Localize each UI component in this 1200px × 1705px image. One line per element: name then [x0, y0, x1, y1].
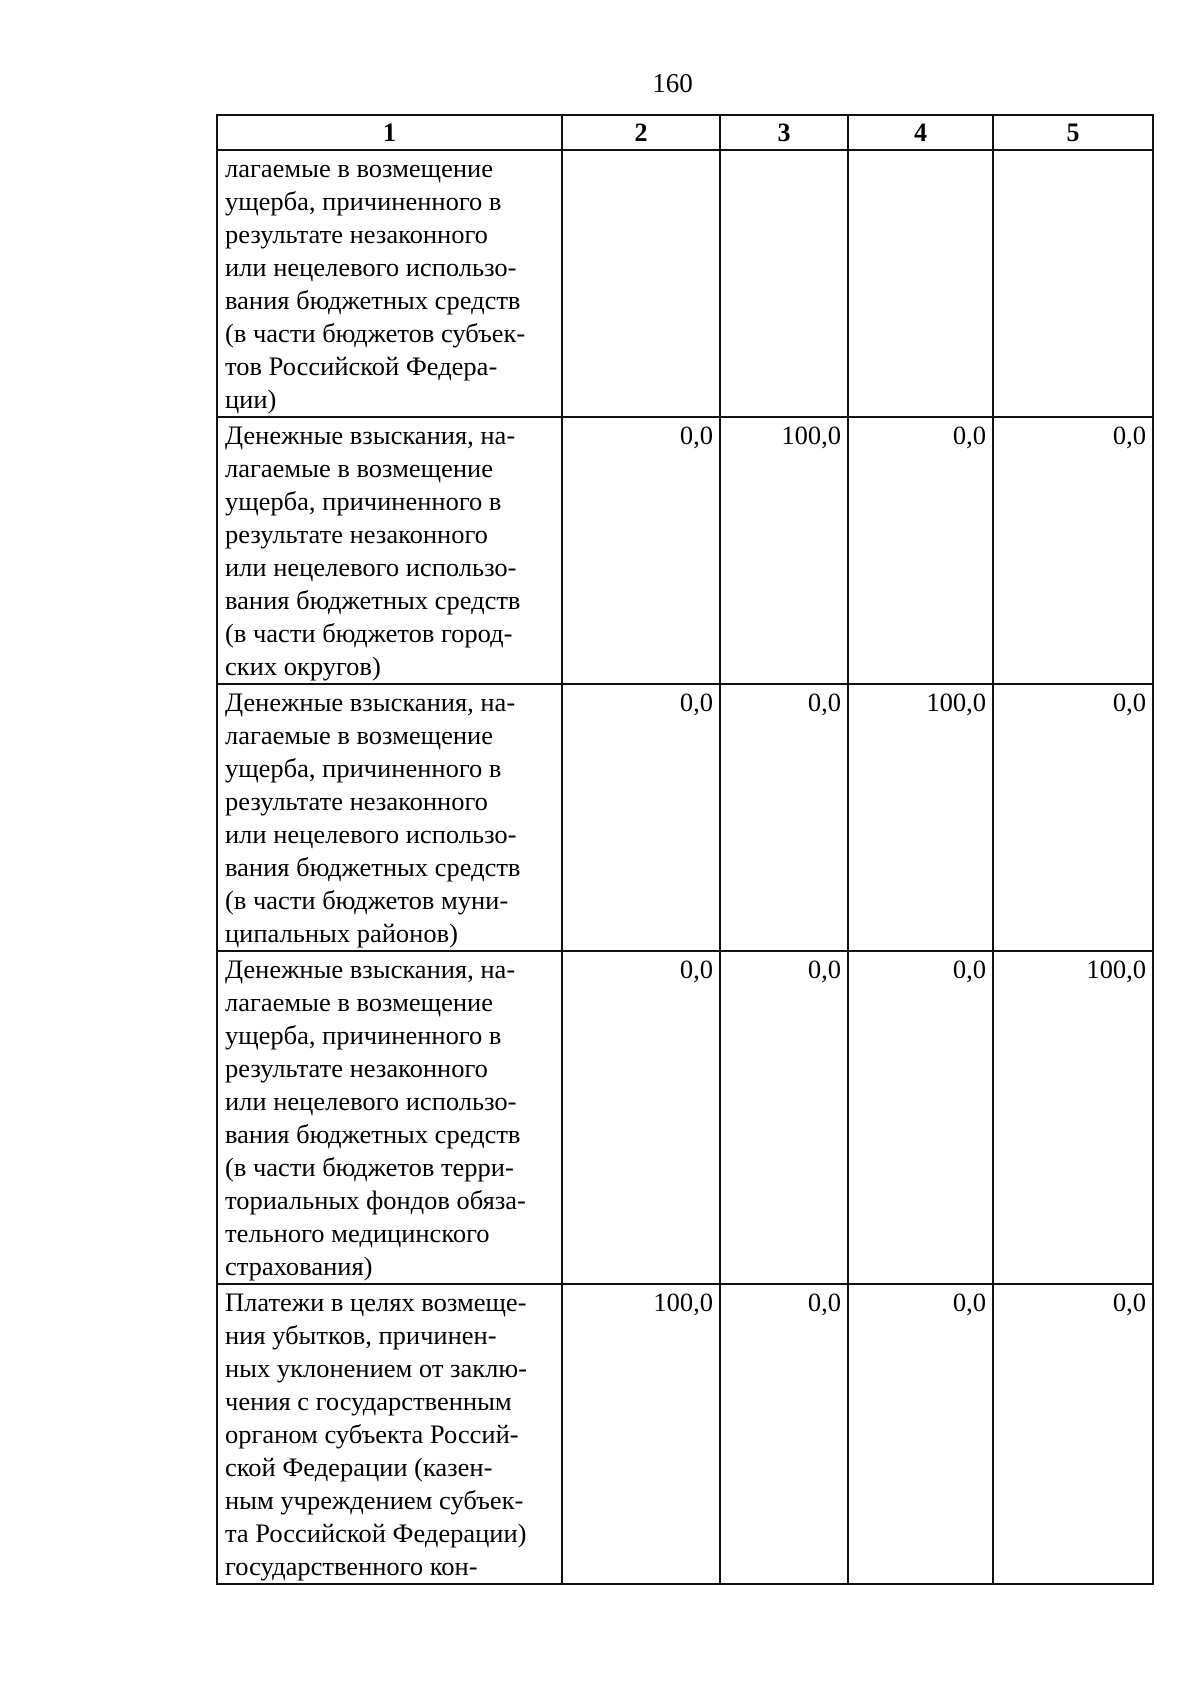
description-line: ным учреждением субъек- [225, 1485, 524, 1515]
description-line: результате незаконного [225, 519, 488, 549]
table-row [217, 951, 1153, 1284]
description-line: результате незаконного [225, 219, 488, 249]
description-line: или нецелевого использо- [225, 1086, 517, 1116]
value-cell-col-4: 0,0 [848, 951, 993, 1284]
description-line: ущерба, причиненного в [225, 486, 502, 516]
table-row [217, 150, 1153, 417]
row-description [217, 684, 562, 951]
value-cell-col-4: 100,0 [848, 684, 993, 951]
value-cell-col-3 [720, 150, 848, 417]
value-cell-col-4: 0,0 [848, 417, 993, 684]
description-line: (в части бюджетов муни- [225, 885, 509, 915]
table-row [217, 417, 1153, 684]
description-line: вания бюджетных средств [225, 285, 521, 315]
description-line: результате незаконного [225, 786, 488, 816]
description-line: ториальных фондов обяза- [225, 1185, 526, 1215]
row-description [217, 150, 562, 417]
row-description [217, 1284, 562, 1584]
description-line: страхования) [225, 1251, 373, 1281]
description-line: ния убытков, причинен- [225, 1320, 497, 1350]
value-cell-col-2: 0,0 [562, 417, 720, 684]
header-row [217, 115, 1153, 150]
description-line: вания бюджетных средств [225, 585, 521, 615]
column-header-5: 5 [993, 115, 1153, 150]
description-line: чения с государственным [225, 1386, 512, 1416]
description-line: вания бюджетных средств [225, 1119, 521, 1149]
row-description [217, 417, 562, 684]
value-cell-col-3: 0,0 [720, 951, 848, 1284]
value-cell-col-5: 0,0 [993, 1284, 1153, 1584]
value-cell-col-2: 0,0 [562, 951, 720, 1284]
description-line: лагаемые в возмещение [225, 153, 493, 183]
table-row [217, 1284, 1153, 1584]
description-line: тельного медицинского [225, 1218, 490, 1248]
description-line: (в части бюджетов субъек- [225, 318, 526, 348]
value-cell-col-5: 0,0 [993, 417, 1153, 684]
value-cell-col-4: 0,0 [848, 1284, 993, 1584]
description-line: лагаемые в возмещение [225, 720, 493, 750]
column-header-4: 4 [848, 115, 993, 150]
page-number: 160 [652, 68, 693, 98]
value-cell-col-4 [848, 150, 993, 417]
description-line: Денежные взыскания, на- [225, 420, 516, 450]
description-line: или нецелевого использо- [225, 252, 517, 282]
value-cell-col-3: 100,0 [720, 417, 848, 684]
table-header [217, 115, 1153, 150]
description-line: Денежные взыскания, на- [225, 954, 516, 984]
row-description [217, 951, 562, 1284]
value-cell-col-2: 100,0 [562, 1284, 720, 1584]
column-header-3: 3 [720, 115, 848, 150]
description-line: Платежи в целях возмеще- [225, 1287, 527, 1317]
description-line: или нецелевого использо- [225, 552, 517, 582]
column-header-1: 1 [217, 115, 562, 150]
value-cell-col-5: 0,0 [993, 684, 1153, 951]
description-line: государственного кон- [225, 1551, 478, 1581]
value-cell-col-3: 0,0 [720, 684, 848, 951]
description-line: тов Российской Федера- [225, 351, 498, 381]
description-line: Денежные взыскания, на- [225, 687, 516, 717]
value-cell-col-2: 0,0 [562, 684, 720, 951]
description-line: органом субъекта Россий- [225, 1419, 519, 1449]
description-line: ущерба, причиненного в [225, 186, 502, 216]
description-line: лагаемые в возмещение [225, 453, 493, 483]
description-line: ущерба, причиненного в [225, 1020, 502, 1050]
value-cell-col-5 [993, 150, 1153, 417]
description-line: та Российской Федерации) [225, 1518, 527, 1548]
value-cell-col-5: 100,0 [993, 951, 1153, 1284]
description-line: лагаемые в возмещение [225, 987, 493, 1017]
table-body [217, 150, 1153, 1584]
description-line: ции) [225, 384, 277, 414]
data-table [216, 114, 1154, 1585]
description-line: ущерба, причиненного в [225, 753, 502, 783]
description-line: или нецелевого использо- [225, 819, 517, 849]
value-cell-col-2 [562, 150, 720, 417]
description-line: (в части бюджетов терри- [225, 1152, 514, 1182]
description-line: ных уклонением от заклю- [225, 1353, 527, 1383]
description-line: (в части бюджетов город- [225, 618, 513, 648]
description-line: результате незаконного [225, 1053, 488, 1083]
table-row [217, 684, 1153, 951]
description-line: ских округов) [225, 651, 381, 681]
description-line: ской Федерации (казен- [225, 1452, 493, 1482]
description-line: вания бюджетных средств [225, 852, 521, 882]
column-header-2: 2 [562, 115, 720, 150]
description-line: ципальных районов) [225, 918, 458, 948]
value-cell-col-3: 0,0 [720, 1284, 848, 1584]
